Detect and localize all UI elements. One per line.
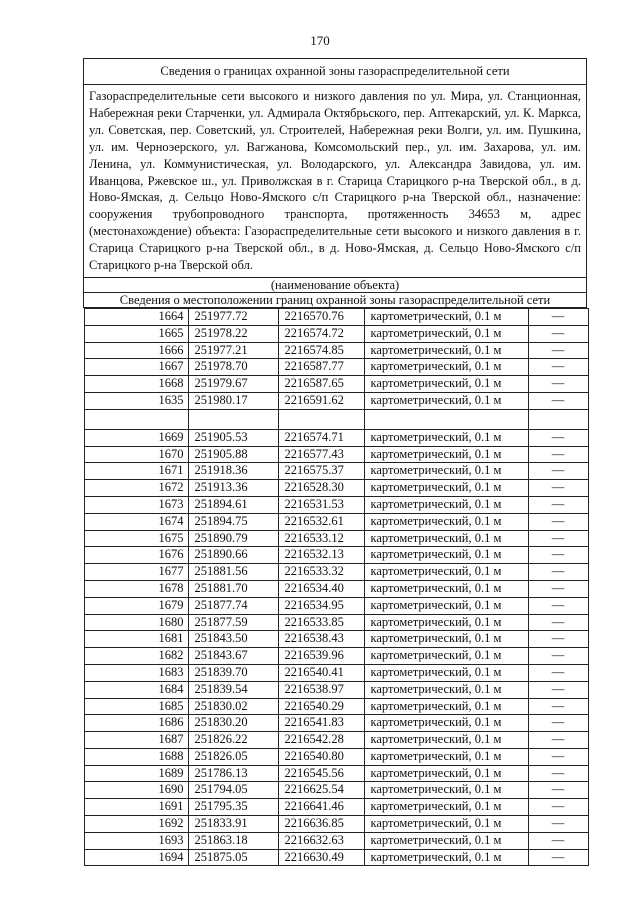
description-cell: — xyxy=(528,580,588,597)
coord-y-cell: 2216538.43 xyxy=(278,631,364,648)
blank-cell xyxy=(364,409,528,429)
point-number-cell: 1674 xyxy=(84,513,188,530)
coord-y-cell: 2216574.85 xyxy=(278,342,364,359)
coord-x-cell: 251890.79 xyxy=(188,530,278,547)
table-row xyxy=(84,376,588,393)
coord-y-cell: 2216574.71 xyxy=(278,429,364,446)
table-row xyxy=(84,359,588,376)
zone-info-table xyxy=(83,58,587,866)
coord-y-cell: 2216541.83 xyxy=(278,715,364,732)
point-number-cell: 1664 xyxy=(84,308,188,325)
table-row xyxy=(84,816,588,833)
coord-y-cell: 2216533.32 xyxy=(278,564,364,581)
description-cell: — xyxy=(528,597,588,614)
coord-x-cell: 251875.05 xyxy=(188,849,278,866)
table-row xyxy=(84,580,588,597)
table-row xyxy=(84,631,588,648)
coord-y-cell: 2216540.80 xyxy=(278,748,364,765)
method-cell: картометрический, 0.1 м xyxy=(364,698,528,715)
description-cell: — xyxy=(528,732,588,749)
table-row xyxy=(84,715,588,732)
description-cell: — xyxy=(528,715,588,732)
blank-cell xyxy=(84,409,188,429)
coord-y-cell: 2216533.85 xyxy=(278,614,364,631)
section-title: Сведения о границах охранной зоны газораспределительной сети xyxy=(84,59,587,85)
object-description: Газораспределительные сети высокого и низкого давления по ул. Мира, ул. Станционная, Набережная реки Старченки, ул. Адмирала Октябрьского, пер. Аптекарский, ул. К. Маркса, ул. Советская, пер. Советский, ул. Строителей, Набережная реки Волги, ул. им. Пушкина, ул. им. Черноэерского, ул. Вагжанова, Комсомольский пер., ул. им. Захарова, ул. им. Ленина, ул. Коммунистическая, ул. Володарского, ул. Александра Завидова, ул. им. Иванцова, Ржевское ш., ул. Приволжская в г. Старица Старицкого р-на Тверской обл., в д. Ново-Ямская, д. Сельцо Ново-Ямского с/п Старицкого р-на Тверской обл., назначение: сооружения трубопроводного транспорта, протяженность 34653 м, адрес (местонахождение) объекта: Газораспределительные сети высокого и низкого давления в г. Старица Старицкого р-на Тверской обл., в д. Ново-Ямская, д. Сельцо Ново-Ямского с/п Старицкого р-на Тверской обл. xyxy=(84,85,587,278)
table-row xyxy=(84,664,588,681)
coord-x-cell: 251826.22 xyxy=(188,732,278,749)
coord-x-cell: 251794.05 xyxy=(188,782,278,799)
coord-y-cell: 2216540.29 xyxy=(278,698,364,715)
point-number-cell: 1675 xyxy=(84,530,188,547)
point-number-cell: 1666 xyxy=(84,342,188,359)
point-number-cell: 1683 xyxy=(84,664,188,681)
coord-y-cell: 2216587.77 xyxy=(278,359,364,376)
description-cell: — xyxy=(528,832,588,849)
coord-y-cell: 2216540.41 xyxy=(278,664,364,681)
description-cell: — xyxy=(528,446,588,463)
coord-x-cell: 251905.88 xyxy=(188,446,278,463)
method-cell: картометрический, 0.1 м xyxy=(364,849,528,866)
coord-y-cell: 2216531.53 xyxy=(278,496,364,513)
table-row xyxy=(84,832,588,849)
coord-x-cell: 251843.50 xyxy=(188,631,278,648)
coord-x-cell: 251894.75 xyxy=(188,513,278,530)
coords-group-2 xyxy=(84,429,588,866)
point-number-cell: 1677 xyxy=(84,564,188,581)
coords-separator xyxy=(84,409,588,429)
point-number-cell: 1689 xyxy=(84,765,188,782)
point-number-cell: 1685 xyxy=(84,698,188,715)
coord-x-cell: 251833.91 xyxy=(188,816,278,833)
method-cell: картометрический, 0.1 м xyxy=(364,799,528,816)
description-cell: — xyxy=(528,325,588,342)
description-cell: — xyxy=(528,513,588,530)
description-cell: — xyxy=(528,816,588,833)
table-row xyxy=(84,614,588,631)
coord-y-cell: 2216575.37 xyxy=(278,463,364,480)
coord-y-cell: 2216577.43 xyxy=(278,446,364,463)
description-cell: — xyxy=(528,308,588,325)
method-cell: картометрический, 0.1 м xyxy=(364,715,528,732)
method-cell: картометрический, 0.1 м xyxy=(364,359,528,376)
coord-y-cell: 2216532.13 xyxy=(278,547,364,564)
coord-x-cell: 251978.22 xyxy=(188,325,278,342)
description-cell: — xyxy=(528,698,588,715)
description-cell: — xyxy=(528,530,588,547)
method-cell: картометрический, 0.1 м xyxy=(364,732,528,749)
method-cell: картометрический, 0.1 м xyxy=(364,816,528,833)
coord-x-cell: 251795.35 xyxy=(188,799,278,816)
description-cell: — xyxy=(528,496,588,513)
method-cell: картометрический, 0.1 м xyxy=(364,429,528,446)
point-number-cell: 1669 xyxy=(84,429,188,446)
coord-y-cell: 2216534.95 xyxy=(278,597,364,614)
point-number-cell: 1670 xyxy=(84,446,188,463)
description-cell: — xyxy=(528,392,588,409)
point-number-cell: 1684 xyxy=(84,681,188,698)
point-number-cell: 1682 xyxy=(84,648,188,665)
point-number-cell: 1667 xyxy=(84,359,188,376)
table-row xyxy=(84,463,588,480)
coord-y-cell: 2216591.62 xyxy=(278,392,364,409)
method-cell: картометрический, 0.1 м xyxy=(364,446,528,463)
method-cell: картометрический, 0.1 м xyxy=(364,564,528,581)
description-cell: — xyxy=(528,631,588,648)
coordinates-table xyxy=(84,308,589,867)
table-row xyxy=(84,325,588,342)
method-cell: картометрический, 0.1 м xyxy=(364,580,528,597)
coord-x-cell: 251830.02 xyxy=(188,698,278,715)
description-cell: — xyxy=(528,614,588,631)
description-cell: — xyxy=(528,664,588,681)
method-cell: картометрический, 0.1 м xyxy=(364,513,528,530)
table-row xyxy=(84,782,588,799)
point-number-cell: 1678 xyxy=(84,580,188,597)
coord-x-cell: 251918.36 xyxy=(188,463,278,480)
coord-y-cell: 2216538.97 xyxy=(278,681,364,698)
blank-row xyxy=(84,409,588,429)
description-cell: — xyxy=(528,480,588,497)
table-row xyxy=(84,308,588,325)
description-cell: — xyxy=(528,564,588,581)
coord-y-cell: 2216539.96 xyxy=(278,648,364,665)
point-number-cell: 1668 xyxy=(84,376,188,393)
point-number-cell: 1693 xyxy=(84,832,188,849)
coord-y-cell: 2216570.76 xyxy=(278,308,364,325)
method-cell: картометрический, 0.1 м xyxy=(364,530,528,547)
description-cell: — xyxy=(528,765,588,782)
table-row xyxy=(84,446,588,463)
coord-x-cell: 251839.70 xyxy=(188,664,278,681)
blank-cell xyxy=(278,409,364,429)
coord-y-cell: 2216542.28 xyxy=(278,732,364,749)
point-number-cell: 1691 xyxy=(84,799,188,816)
blank-cell xyxy=(528,409,588,429)
coord-y-cell: 2216534.40 xyxy=(278,580,364,597)
point-number-cell: 1681 xyxy=(84,631,188,648)
point-number-cell: 1673 xyxy=(84,496,188,513)
method-cell: картометрический, 0.1 м xyxy=(364,342,528,359)
point-number-cell: 1688 xyxy=(84,748,188,765)
method-cell: картометрический, 0.1 м xyxy=(364,325,528,342)
coord-x-cell: 251839.54 xyxy=(188,681,278,698)
method-cell: картометрический, 0.1 м xyxy=(364,832,528,849)
coord-y-cell: 2216630.49 xyxy=(278,849,364,866)
coord-x-cell: 251894.61 xyxy=(188,496,278,513)
table-row xyxy=(84,429,588,446)
location-title: Сведения о местоположении границ охранной зоны газораспределительной сети xyxy=(84,292,587,307)
coord-x-cell: 251830.20 xyxy=(188,715,278,732)
coord-y-cell: 2216533.12 xyxy=(278,530,364,547)
method-cell: картометрический, 0.1 м xyxy=(364,496,528,513)
point-number-cell: 1679 xyxy=(84,597,188,614)
coord-x-cell: 251890.66 xyxy=(188,547,278,564)
point-number-cell: 1672 xyxy=(84,480,188,497)
description-cell: — xyxy=(528,342,588,359)
point-number-cell: 1676 xyxy=(84,547,188,564)
coords-group-1 xyxy=(84,308,588,409)
method-cell: картометрический, 0.1 м xyxy=(364,392,528,409)
table-row xyxy=(84,681,588,698)
description-cell: — xyxy=(528,359,588,376)
coord-y-cell: 2216545.56 xyxy=(278,765,364,782)
point-number-cell: 1671 xyxy=(84,463,188,480)
description-cell: — xyxy=(528,748,588,765)
coord-x-cell: 251877.74 xyxy=(188,597,278,614)
table-row xyxy=(84,480,588,497)
table-row xyxy=(84,530,588,547)
page-number: 170 xyxy=(310,33,330,48)
coord-x-cell: 251977.72 xyxy=(188,308,278,325)
table-row xyxy=(84,648,588,665)
method-cell: картометрический, 0.1 м xyxy=(364,748,528,765)
method-cell: картометрический, 0.1 м xyxy=(364,547,528,564)
coord-y-cell: 2216528.30 xyxy=(278,480,364,497)
description-cell: — xyxy=(528,782,588,799)
description-cell: — xyxy=(528,799,588,816)
coord-x-cell: 251977.21 xyxy=(188,342,278,359)
coord-x-cell: 251881.56 xyxy=(188,564,278,581)
method-cell: картометрический, 0.1 м xyxy=(364,648,528,665)
description-cell: — xyxy=(528,547,588,564)
coord-y-cell: 2216532.61 xyxy=(278,513,364,530)
method-cell: картометрический, 0.1 м xyxy=(364,765,528,782)
method-cell: картометрический, 0.1 м xyxy=(364,664,528,681)
coord-x-cell: 251913.36 xyxy=(188,480,278,497)
coord-x-cell: 251786.13 xyxy=(188,765,278,782)
table-row xyxy=(84,496,588,513)
table-row xyxy=(84,732,588,749)
coord-y-cell: 2216587.65 xyxy=(278,376,364,393)
method-cell: картометрический, 0.1 м xyxy=(364,308,528,325)
coord-x-cell: 251877.59 xyxy=(188,614,278,631)
table-row xyxy=(84,392,588,409)
coord-x-cell: 251843.67 xyxy=(188,648,278,665)
object-label: (наименование объекта) xyxy=(84,277,587,292)
table-row xyxy=(84,748,588,765)
coord-y-cell: 2216625.54 xyxy=(278,782,364,799)
coord-x-cell: 251881.70 xyxy=(188,580,278,597)
coord-x-cell: 251826.05 xyxy=(188,748,278,765)
table-row xyxy=(84,547,588,564)
point-number-cell: 1665 xyxy=(84,325,188,342)
description-cell: — xyxy=(528,849,588,866)
coord-x-cell: 251978.70 xyxy=(188,359,278,376)
coord-y-cell: 2216636.85 xyxy=(278,816,364,833)
table-row xyxy=(84,765,588,782)
coord-x-cell: 251905.53 xyxy=(188,429,278,446)
coord-x-cell: 251863.18 xyxy=(188,832,278,849)
method-cell: картометрический, 0.1 м xyxy=(364,376,528,393)
method-cell: картометрический, 0.1 м xyxy=(364,597,528,614)
coord-x-cell: 251980.17 xyxy=(188,392,278,409)
table-row xyxy=(84,513,588,530)
coord-y-cell: 2216574.72 xyxy=(278,325,364,342)
description-cell: — xyxy=(528,429,588,446)
table-row xyxy=(84,342,588,359)
point-number-cell: 1687 xyxy=(84,732,188,749)
method-cell: картометрический, 0.1 м xyxy=(364,782,528,799)
method-cell: картометрический, 0.1 м xyxy=(364,463,528,480)
point-number-cell: 1690 xyxy=(84,782,188,799)
table-row xyxy=(84,564,588,581)
coord-y-cell: 2216641.46 xyxy=(278,799,364,816)
method-cell: картометрический, 0.1 м xyxy=(364,614,528,631)
coord-y-cell: 2216632.63 xyxy=(278,832,364,849)
description-cell: — xyxy=(528,376,588,393)
description-cell: — xyxy=(528,648,588,665)
method-cell: картометрический, 0.1 м xyxy=(364,681,528,698)
method-cell: картометрический, 0.1 м xyxy=(364,631,528,648)
blank-cell xyxy=(188,409,278,429)
description-cell: — xyxy=(528,681,588,698)
table-row xyxy=(84,698,588,715)
point-number-cell: 1692 xyxy=(84,816,188,833)
point-number-cell: 1686 xyxy=(84,715,188,732)
coord-x-cell: 251979.67 xyxy=(188,376,278,393)
table-row xyxy=(84,799,588,816)
method-cell: картометрический, 0.1 м xyxy=(364,480,528,497)
description-cell: — xyxy=(528,463,588,480)
point-number-cell: 1680 xyxy=(84,614,188,631)
table-row xyxy=(84,849,588,866)
point-number-cell: 1694 xyxy=(84,849,188,866)
coords-container xyxy=(84,307,587,866)
point-number-cell: 1635 xyxy=(84,392,188,409)
table-row xyxy=(84,597,588,614)
